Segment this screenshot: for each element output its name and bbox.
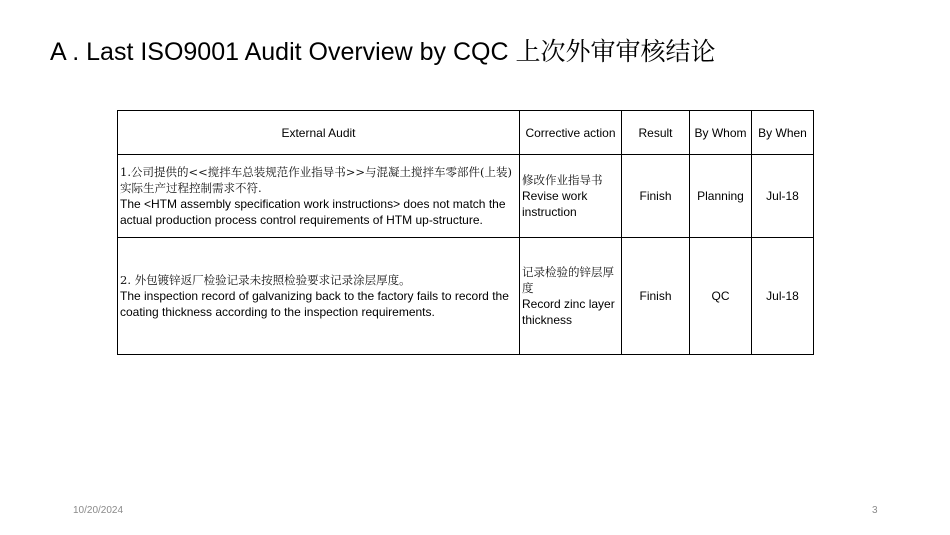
audit-finding-cell: [118, 155, 520, 238]
footer-date: 10/20/2024: [73, 505, 124, 516]
by-whom-cell: Planning: [690, 155, 752, 238]
header-corrective-action: Corrective action: [520, 111, 622, 155]
header-result: Result: [622, 111, 690, 155]
corrective-action-cn: 记录检验的锌层厚度: [522, 265, 614, 295]
corrective-action-en: Revise work instruction: [522, 189, 588, 219]
by-when-cell: Jul-18: [752, 238, 814, 355]
header-by-whom: By Whom: [690, 111, 752, 155]
header-by-when: By When: [752, 111, 814, 155]
corrective-action-cell: [520, 155, 622, 238]
corrective-action-cell: [520, 238, 622, 355]
audit-table: [117, 110, 814, 355]
result-cell: Finish: [622, 155, 690, 238]
by-whom-cell: QC: [690, 238, 752, 355]
corrective-action-cn: 修改作业指导书: [522, 173, 603, 187]
audit-finding-cell: [118, 238, 520, 355]
table-row: [118, 238, 814, 355]
table-row: [118, 155, 814, 238]
corrective-action-en: Record zinc layer thickness: [522, 297, 615, 327]
page-number: 3: [872, 505, 878, 516]
header-external-audit: External Audit: [118, 111, 520, 155]
result-cell: Finish: [622, 238, 690, 355]
table-header-row: [118, 111, 814, 155]
audit-finding-cn: 2. 外包镀锌返厂检验记录未按照检验要求记录涂层厚度。: [120, 273, 411, 287]
audit-finding-en: The inspection record of galvanizing back to the factory fails to record the coating thickness according to the inspection requirements.: [120, 289, 509, 319]
slide-title: A . Last ISO9001 Audit Overview by CQC 上次外审审核结论: [50, 38, 716, 66]
by-when-cell: Jul-18: [752, 155, 814, 238]
audit-finding-en: The <HTM assembly specification work instructions> does not match the actual production process control requirements of HTM up-structure.: [120, 197, 506, 227]
audit-finding-cn: 1.公司提供的<<搅拌车总装规范作业指导书>>与混凝土搅拌车零部件(上装)实际生产过程控制需求不符.: [120, 165, 512, 195]
